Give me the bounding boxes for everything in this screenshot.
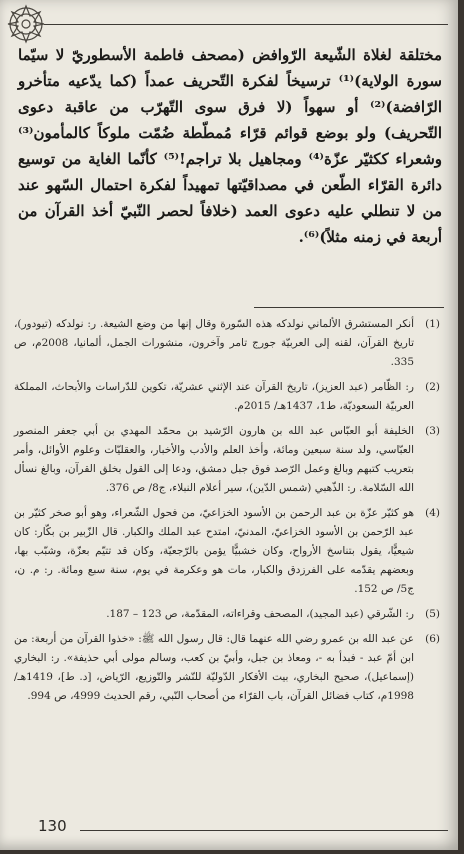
footnote-number: (5) [425,608,440,620]
footnote-4 [14,504,444,599]
footnote-1 [14,315,444,372]
ornament-icon [6,4,46,44]
footnote-text: الخليفة أبو العبّاس عبد الله بن هارون الرّشيد بن محمّد المهدي بن أبي جعفر المنصور العبّاسي، ولد سنة سبعين ومائة، وأخذ العلم والأدب والأخبار، والعقليّات وعلوم الأوائل، وأمر بتعريب كتبهم وبالغ وعمل الرّصد فوق جبل دمشق، ودعا إلى القول بخلق القرآن، وبالغ نسأل الله السّلامة. ر: الذّهبي (شمس الدّين)، سير أعلام النبلاء، ج8/ ص 376. [14,425,414,494]
footnote-6 [14,630,444,706]
footnote-number: (3) [425,425,440,437]
footnote-number: (2) [425,381,440,393]
header-rule [44,24,448,25]
page-number: 130 [32,817,73,835]
footnote-number: (4) [425,507,440,519]
footnote-divider [254,307,444,308]
main-paragraph-text: مختلقة لغلاة الشّيعة الرّوافض (مصحف فاطمة الأسطوريّ لا سيّما سورة الولاية)⁽¹⁾ ترسيخاً لفكرة التّحريف عمداً (كما يدّعيه متأخرو الرّافضة)⁽²⁾ أو سهواً (لا فرق سوى التّهرّب من عاقبة دعوى التّحريف) ولو بوضع قوائم قرّاء مُمطّطة ضُمّت ملوكاً كالمأمون⁽³⁾ وشعراء ككثيّر عزّة⁽⁴⁾ ومجاهيل بلا تراجم!⁽⁵⁾ كأنّما الغاية من توسيع دائرة القرّاء الطّعن في مصداقيّتها تمهيداً لفكرة احتمال السّهو عند من لا تنطلي عليه دعوى العمد (خلافاً لحصر النّبيّ أخذ القرآن من أربعة في زمنه مثلاً)⁽⁶⁾. [18,46,443,246]
footnote-2 [14,378,444,416]
footnote-number: (1) [425,318,440,330]
footer-rule [80,830,448,831]
footnotes-section [14,315,444,712]
footnote-3 [14,422,444,498]
footnote-text: ر: الشّرقي (عبد المجيد)، المصحف وقراءاته، المقدّمة، ص 123 – 187. [106,608,414,620]
footnote-5 [14,605,444,624]
footnote-text: أنكر المستشرق الألماني نولدكه هذه السّورة وقال إنها من وضع الشيعة. ر: نولدكه (تيودور)، تاريخ القرآن، لقنه إلى العربيّة جورج تامر وآخرون، منشورات الجمل، ألمانيا، 2008م، ص 335. [14,318,414,368]
footnote-text: عن عبد الله بن عمرو رضي الله عنهما قال: قال رسول الله ﷺ: «خذوا القرآن من أربعة: من ابن أمّ عبد - فبدأ به -، ومعاذ بن جبل، وأبيّ بن كعب، وسالم مولى أبي حذيفة». ر: البخاري (إسماعيل)، صحيح البخاري، بيت الأفكار الدّوليّة للنّشر والتّوزيع، الرّياض، [د. ط]، 1419هـ/ 1998م، كتاب فضائل القرآن، باب القرّاء من أصحاب النّبي، رقم الحديث 4999، ص 994. [14,633,414,702]
main-paragraph [18,42,442,250]
footnote-text: ر: الظّامر (عبد العزيز)، تاريخ القرآن عند الإثني عشريّة، تكوين للدّراسات والأبحاث، المملكة العربيّة السعوديّة، ط1، 1437هـ/ 2015م. [14,381,414,412]
footnote-text: هو كثيّر عزّة بن عبد الرحمن بن الأسود الخزاعيّ، من فحول الشّعراء، وهو أبو صخر كثيّر بن عبد الرّحمن بن الأسود الخزاعيّ، المدنيّ، امتدح عبد الملك والكبار. قال الزّبير بن بكّار: كان شيعيًّا، يقول بتناسخ الأرواح، وكان خشبيًّا يؤمن بالرّجعيّة، وكان قد تتيّم بعزّة، وشبّب بها، وبعضهم يقدّمه على الفرزدق والكبار، مات هو وعكرمة في يوم، سنة سبع ومائة. ر: م. ن، ج5/ ص 152. [14,507,414,595]
footnote-number: (6) [425,633,440,645]
